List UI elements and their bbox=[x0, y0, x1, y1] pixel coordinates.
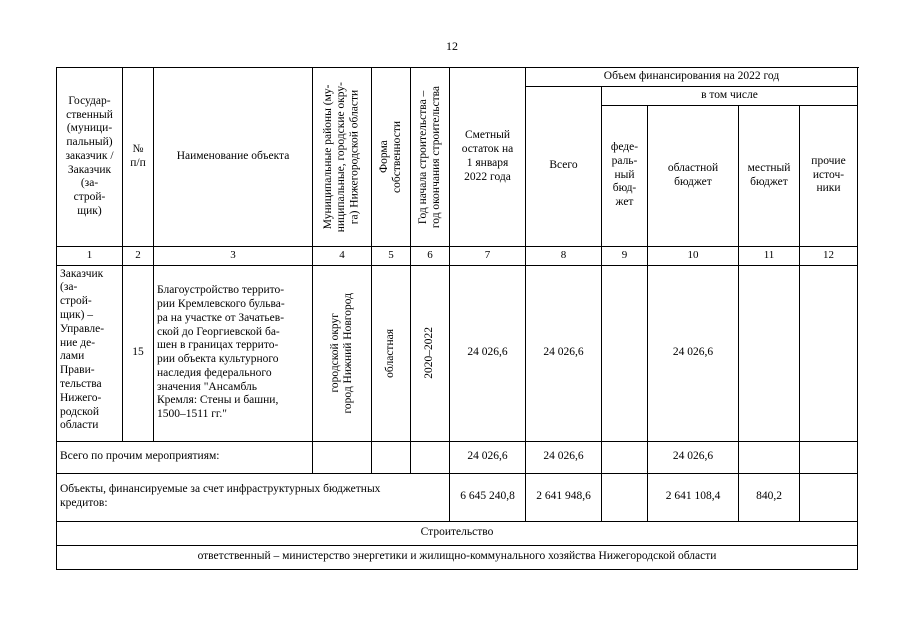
column-number: 12 bbox=[800, 246, 858, 265]
header-including: в том числе bbox=[602, 86, 858, 105]
header-districts: Муниципальные районы (му- ниципальные, городские окру- га) Нижегородской области bbox=[313, 68, 372, 247]
row-ownership: областная bbox=[372, 265, 411, 441]
infrastructure-regional: 2 641 108,4 bbox=[648, 473, 739, 521]
row-other bbox=[800, 265, 858, 441]
financing-table bbox=[56, 67, 858, 570]
column-number: 2 bbox=[123, 246, 154, 265]
column-number: 9 bbox=[602, 246, 648, 265]
subtotal-total: 24 026,6 bbox=[526, 441, 602, 473]
subtotal-label: Всего по прочим мероприятиям: bbox=[57, 441, 313, 473]
row-index: 15 bbox=[123, 265, 154, 441]
infrastructure-label: Объекты, финансируемые за счет инфраструктурных бюджетных кредитов: bbox=[57, 473, 450, 521]
column-number: 3 bbox=[154, 246, 313, 265]
row-balance: 24 026,6 bbox=[450, 265, 526, 441]
column-number: 11 bbox=[739, 246, 800, 265]
subtotal-balance: 24 026,6 bbox=[450, 441, 526, 473]
column-number: 8 bbox=[526, 246, 602, 265]
row-district: городской округ город Нижний Новгород bbox=[313, 265, 372, 441]
header-customer: Государ- ственный (муници- пальный) заказчик / Заказчик (за- строй- щик) bbox=[57, 68, 123, 247]
header-row-1 bbox=[57, 68, 858, 87]
page-number: 12 bbox=[446, 39, 458, 53]
row-years: 2020–2022 bbox=[411, 265, 450, 441]
header-index: № п/п bbox=[123, 68, 154, 247]
header-federal: феде- раль- ный бюд- жет bbox=[602, 105, 648, 246]
row-local bbox=[739, 265, 800, 441]
section-responsible: ответственный – министерство энергетики и жилищно-коммунального хозяйства Нижегородской области bbox=[57, 545, 858, 569]
infrastructure-total: 2 641 948,6 bbox=[526, 473, 602, 521]
row-federal bbox=[602, 265, 648, 441]
section-title: Строительство bbox=[57, 521, 858, 545]
section-title-row bbox=[57, 521, 858, 545]
header-local: местный бюджет bbox=[739, 105, 800, 246]
row-regional: 24 026,6 bbox=[648, 265, 739, 441]
row-customer: Заказчик (за- строй- щик) – Управле- ние де- лами Прави- тельства Нижего- родской области bbox=[57, 265, 123, 441]
header-years: Год начала строительства – год окончания строительства bbox=[411, 68, 450, 247]
column-number: 5 bbox=[372, 246, 411, 265]
subtotal-row bbox=[57, 441, 858, 473]
infrastructure-balance: 6 645 240,8 bbox=[450, 473, 526, 521]
header-object-name: Наименование объекта bbox=[154, 68, 313, 247]
column-number: 10 bbox=[648, 246, 739, 265]
column-number: 4 bbox=[313, 246, 372, 265]
row-total: 24 026,6 bbox=[526, 265, 602, 441]
column-number: 7 bbox=[450, 246, 526, 265]
section-responsible-row bbox=[57, 545, 858, 569]
subtotal-regional: 24 026,6 bbox=[648, 441, 739, 473]
header-ownership: Форма собственности bbox=[372, 68, 411, 247]
column-number: 6 bbox=[411, 246, 450, 265]
header-regional: областной бюджет bbox=[648, 105, 739, 246]
header-total: Всего bbox=[526, 86, 602, 246]
infrastructure-row bbox=[57, 473, 858, 521]
header-funding-group: Объем финансирования на 2022 год bbox=[526, 68, 858, 87]
column-number: 1 bbox=[57, 246, 123, 265]
table-row bbox=[57, 265, 858, 441]
infrastructure-local: 840,2 bbox=[739, 473, 800, 521]
header-balance: Сметный остаток на 1 января 2022 года bbox=[450, 68, 526, 247]
row-object-name: Благоустройство террито- рии Кремлевского бульва- ра на участке от Зачатьев- ской до Георгиевской ба- шен в границах террито- рии объекта культурного наследия федерального значения "Ансамбль Кремля: Стены и башни, 1500–1511 гг." bbox=[154, 265, 313, 441]
column-numbers-row bbox=[57, 246, 858, 265]
header-other: прочие источ- ники bbox=[800, 105, 858, 246]
